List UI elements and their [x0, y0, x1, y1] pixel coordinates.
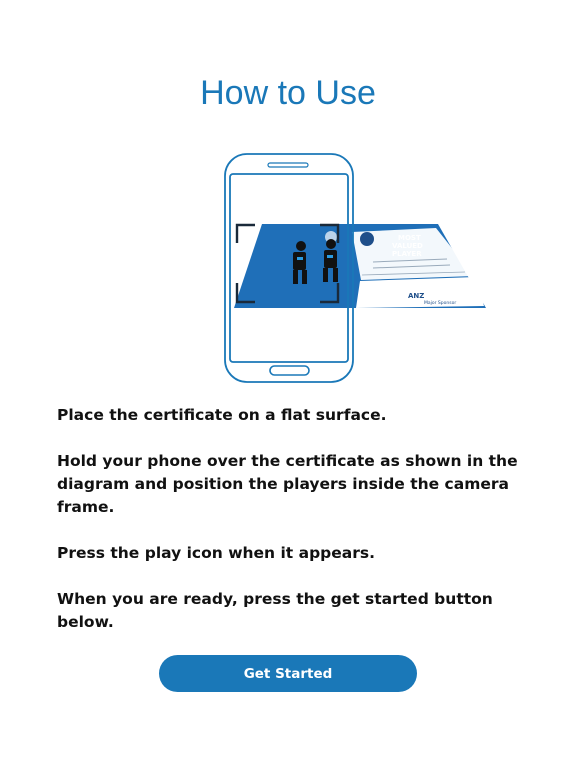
certificate-heading-2: VALUED	[392, 242, 423, 250]
page-title: How to Use	[200, 74, 376, 112]
instruction-step: Hold your phone over the certificate as shown in the diagram and position the players inside the camera frame.	[57, 452, 518, 516]
sponsor-caption: Major Sponsor	[424, 301, 457, 306]
certificate-heading-1: MOST	[398, 234, 421, 242]
get-started-button[interactable]: Get Started	[159, 655, 417, 692]
certificate-heading-3: PLAYER	[392, 250, 422, 258]
instructions	[57, 404, 537, 657]
instruction-step: When you are ready, press the get started button below.	[57, 590, 493, 631]
sponsor-logo: ANZ	[408, 292, 425, 300]
instruction-step: Press the play icon when it appears.	[57, 544, 375, 562]
instruction-step: Place the certificate on a flat surface.	[57, 406, 387, 424]
